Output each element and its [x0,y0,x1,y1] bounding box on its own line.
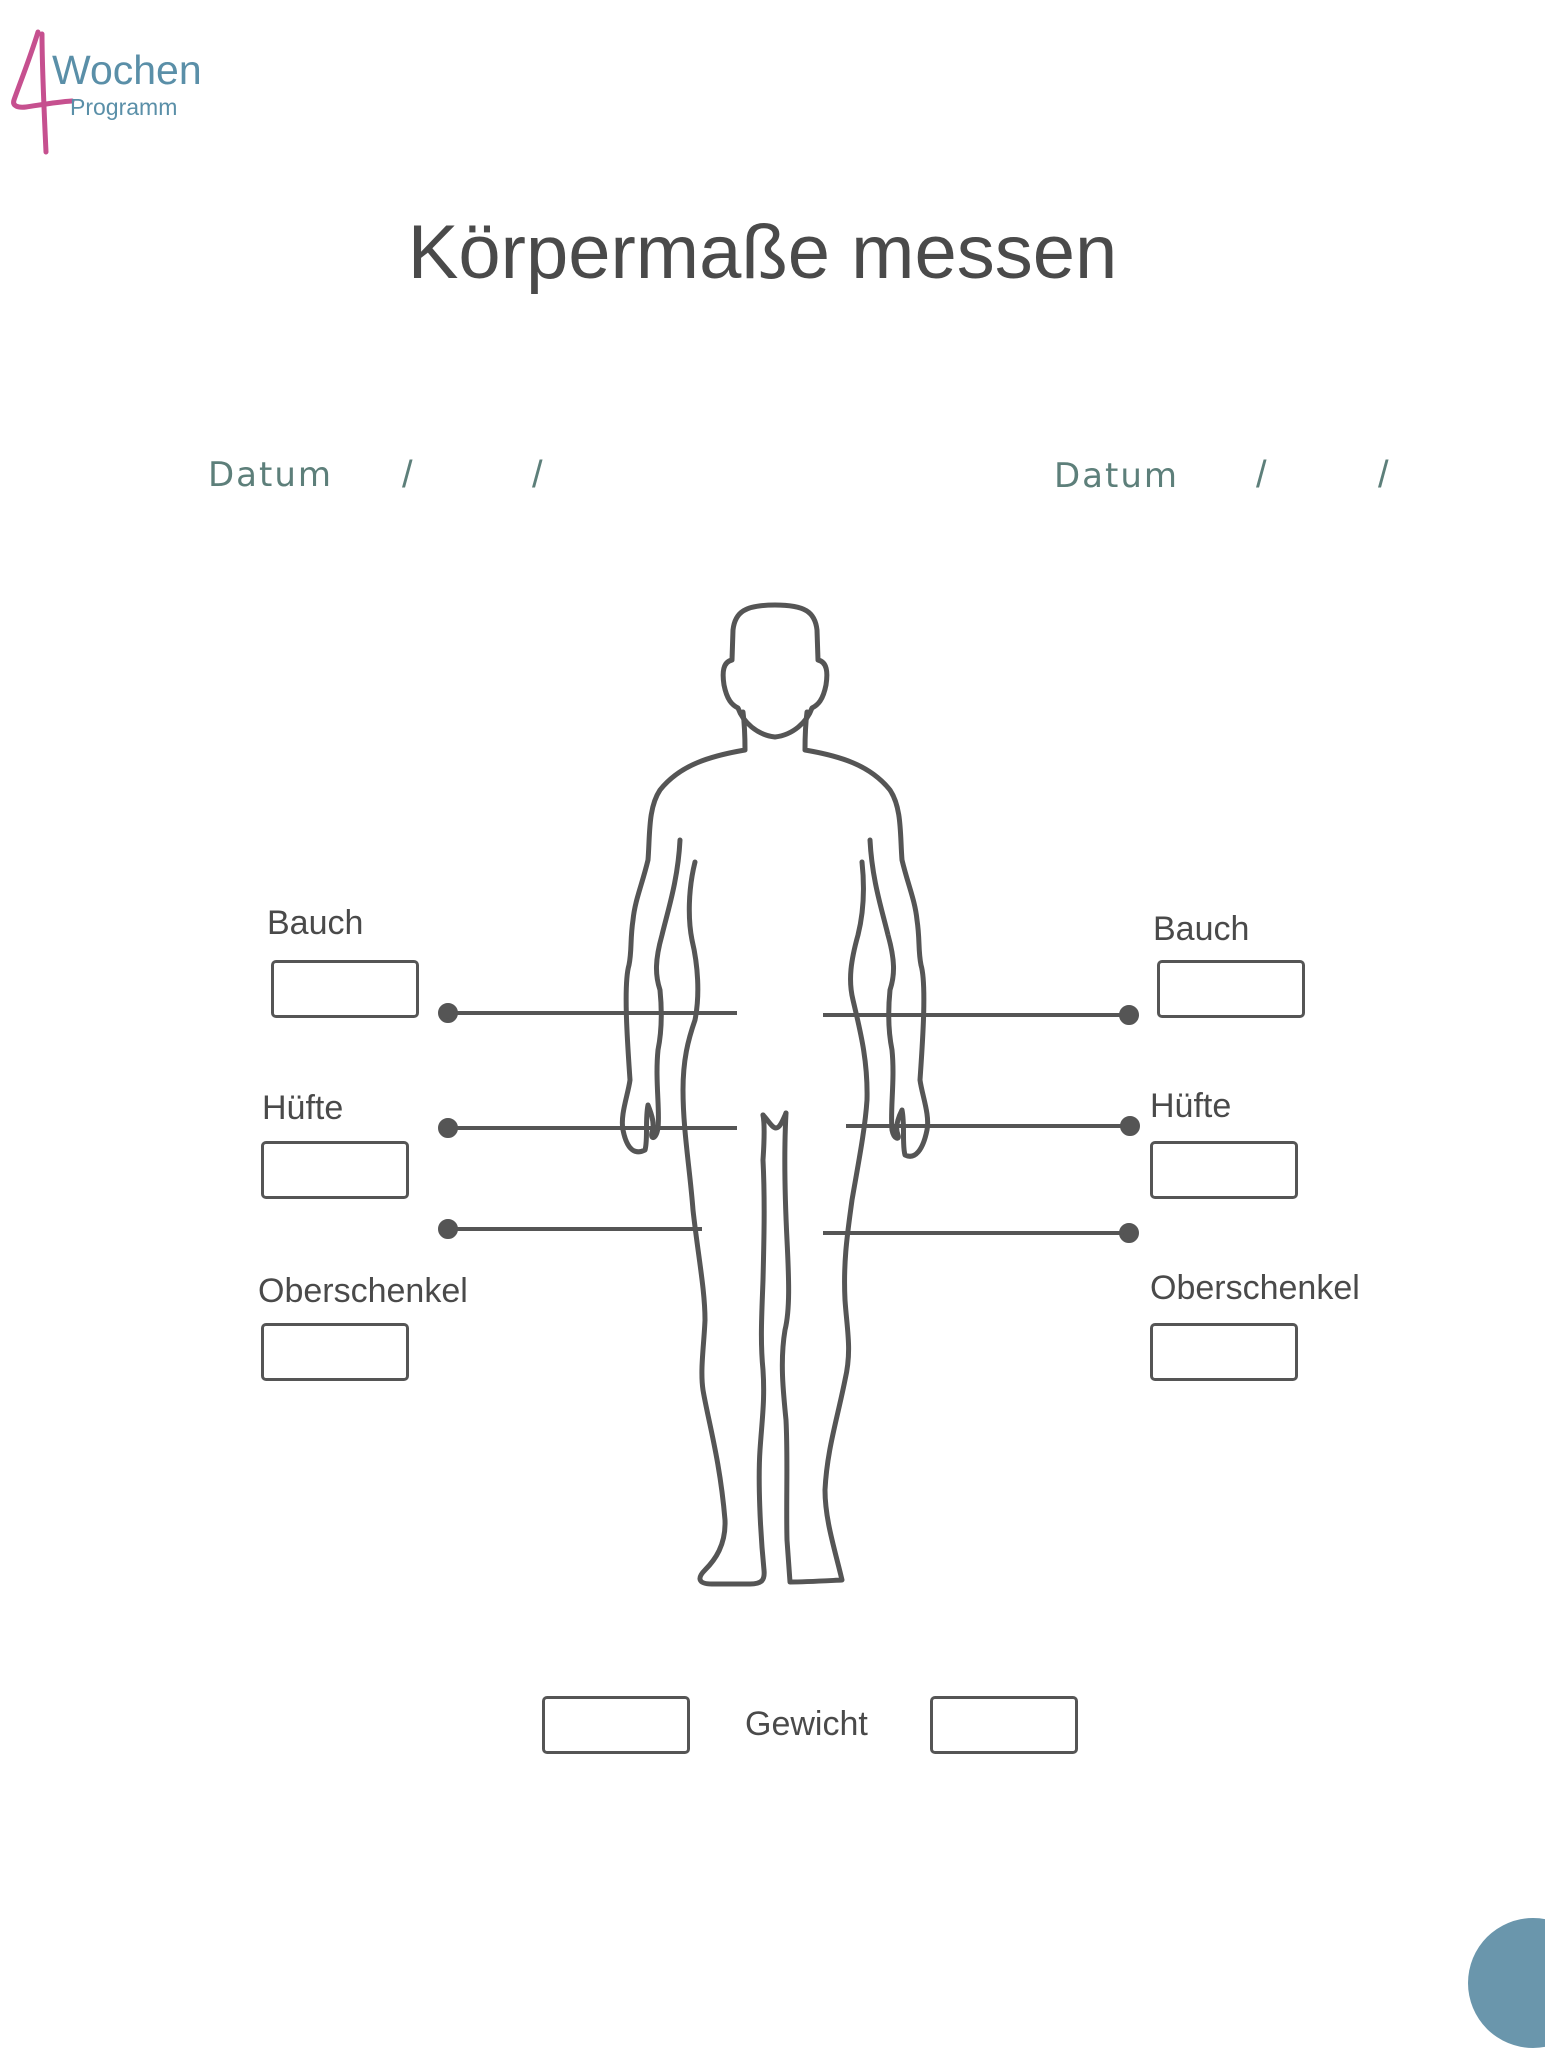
input-right-huefte[interactable] [1150,1141,1298,1199]
input-right-bauch[interactable] [1157,960,1305,1018]
label-left-oberschenkel: Oberschenkel [258,1272,468,1310]
date-label-right: Datum [1054,456,1180,496]
date-separator-right-1: / [1256,454,1267,496]
label-right-bauch: Bauch [1153,910,1250,948]
label-right-huefte: Hüfte [1150,1087,1232,1125]
date-separator-right-2: / [1378,454,1389,496]
input-right-oberschenkel[interactable] [1150,1323,1298,1381]
date-separator-left-1: / [402,454,413,496]
label-left-bauch: Bauch [267,904,364,942]
figure-head [723,605,827,737]
input-weight-left[interactable] [542,1696,690,1754]
date-separator-left-2: / [532,454,543,496]
label-right-oberschenkel: Oberschenkel [1150,1269,1360,1307]
input-left-oberschenkel[interactable] [261,1323,409,1381]
label-left-huefte: Hüfte [262,1089,344,1127]
figure-left-inner-arm [683,862,764,1584]
page-title: Körpermaße messen [407,210,1118,295]
input-left-bauch[interactable] [271,960,419,1018]
input-weight-right[interactable] [930,1696,1078,1754]
logo-subtitle: Programm [70,94,178,120]
logo-word: Wochen [52,47,202,93]
date-label-left: Datum [208,455,334,495]
figure-right-inner-leg [782,862,867,1582]
label-weight: Gewicht [745,1705,868,1743]
input-left-huefte[interactable] [261,1141,409,1199]
